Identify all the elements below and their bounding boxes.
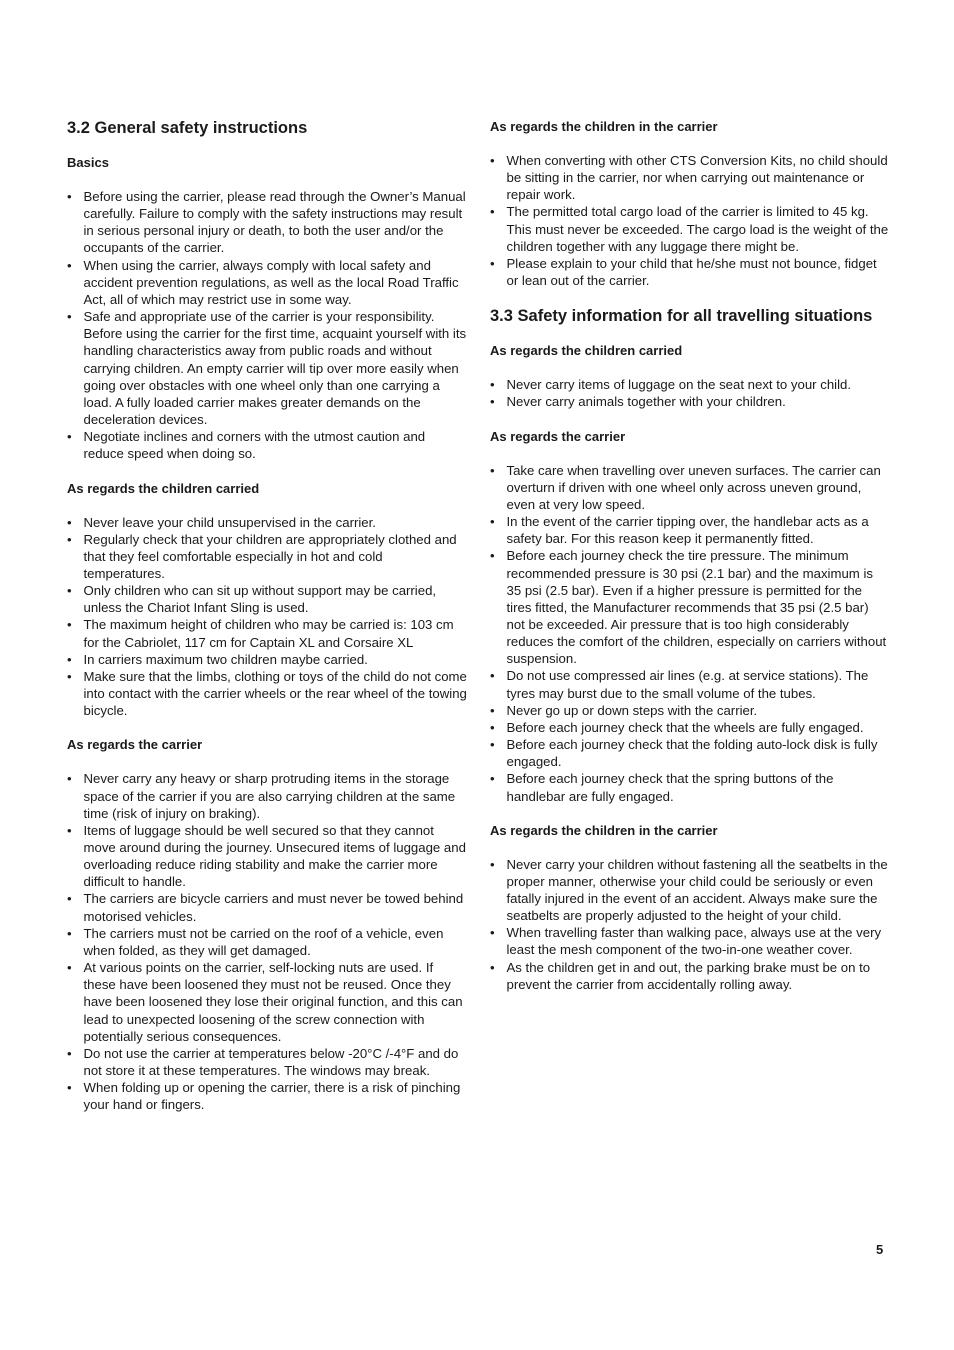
list-item: • Never carry any heavy or sharp protruding items in the storage space of the carrier if you are also carrying children at the same time (risk of injury on braking). bbox=[67, 770, 467, 821]
children-in-carrier-list bbox=[490, 152, 890, 289]
list-item: • The permitted total cargo load of the carrier is limited to 45 kg. This must never be exceeded. The cargo load is the weight of the children together with any luggage there might be. bbox=[490, 203, 890, 254]
list-item: • Only children who can sit up without support may be carried, unless the Chariot Infant Sling is used. bbox=[67, 582, 467, 616]
list-item: • Take care when travelling over uneven surfaces. The carrier can overturn if driven with one wheel only across uneven ground, even at very low speed. bbox=[490, 462, 890, 513]
list-item: • Never go up or down steps with the carrier. bbox=[490, 702, 890, 719]
children-carried-list bbox=[67, 514, 467, 720]
list-item: • As the children get in and out, the parking brake must be on to prevent the carrier from accidentally rolling away. bbox=[490, 959, 890, 993]
list-item: • The carriers are bicycle carriers and must never be towed behind motorised vehicles. bbox=[67, 890, 467, 924]
basics-list bbox=[67, 188, 467, 463]
heading-children-carried: As regards the children carried bbox=[67, 480, 260, 496]
left-column bbox=[67, 118, 467, 1131]
list-item: • When using the carrier, always comply with local safety and accident prevention regulations, as well as the local Road Traffic Act, all of which may restrict use in some way. bbox=[67, 257, 467, 308]
list-item: • Never carry animals together with your children. bbox=[490, 393, 890, 410]
list-item: • Negotiate inclines and corners with the utmost caution and reduce speed when doing so. bbox=[67, 428, 467, 462]
list-item: • Please explain to your child that he/she must not bounce, fidget or lean out of the carrier. bbox=[490, 255, 890, 289]
list-item: • Never carry your children without fastening all the seatbelts in the proper manner, otherwise your child could be seriously or even fatally injured in the event of an accident. Always make sure the seatbelts are properly adjusted to the height of your child. bbox=[490, 856, 890, 925]
list-item: • At various points on the carrier, self-locking nuts are used. If these have been loosened they must not be reused. Once they have been loosened they lose their original function, and this can lead to unexpected loosening of the screw connection with potentially serious consequences. bbox=[67, 959, 467, 1045]
children-in-carrier-list bbox=[490, 856, 890, 993]
list-item: • In carriers maximum two children maybe carried. bbox=[67, 651, 467, 668]
list-item: • Never leave your child unsupervised in the carrier. bbox=[67, 514, 467, 531]
heading-children-in-carrier: As regards the children in the carrier bbox=[490, 822, 718, 838]
page-number: 5 bbox=[876, 1242, 884, 1257]
list-item: • Do not use the carrier at temperatures below -20°C /-4°F and do not store it at these temperatures. The windows may break. bbox=[67, 1045, 467, 1079]
section-title-3-3: 3.3 Safety information for all travelling situations bbox=[490, 307, 873, 326]
list-item: • When folding up or opening the carrier, there is a risk of pinching your hand or fingers. bbox=[67, 1079, 467, 1113]
list-item: • The carriers must not be carried on the roof of a vehicle, even when folded, as they will get damaged. bbox=[67, 925, 467, 959]
list-item: • Do not use compressed air lines (e.g. at service stations). The tyres may burst due to the small volume of the tubes. bbox=[490, 667, 890, 701]
list-item: • Safe and appropriate use of the carrier is your responsibility. Before using the carrier for the first time, acquaint yourself with its handling characteristics away from public roads and without carrying children. An empty carrier will tip over more easily when going over obstacles with one wheel only than one carrying a load. A fully loaded carrier makes greater demands on the deceleration devices. bbox=[67, 308, 467, 428]
list-item: • When converting with other CTS Conversion Kits, no child should be sitting in the carrier, nor when carrying out maintenance or repair work. bbox=[490, 152, 890, 203]
list-item: • Make sure that the limbs, clothing or toys of the child do not come into contact with the carrier wheels or the rear wheel of the towing bicycle. bbox=[67, 668, 467, 719]
list-item: • Items of luggage should be well secured so that they cannot move around during the journey. Unsecured items of luggage and overloading reduce riding stability and make the carrier more difficult to handle. bbox=[67, 822, 467, 891]
section-title-3-2: 3.2 General safety instructions bbox=[67, 119, 308, 137]
children-carried-list bbox=[490, 376, 890, 410]
right-column bbox=[490, 118, 890, 1010]
heading-children-carried: As regards the children carried bbox=[490, 343, 683, 359]
list-item: • Regularly check that your children are appropriately clothed and that they feel comfortable especially in hot and cold temperatures. bbox=[67, 531, 467, 582]
heading-carrier: As regards the carrier bbox=[490, 428, 626, 444]
carrier-list bbox=[67, 770, 467, 1113]
list-item: • When travelling faster than walking pace, always use at the very least the mesh component of the two-in-one weather cover. bbox=[490, 924, 890, 958]
list-item: • Before each journey check that the folding auto-lock disk is fully engaged. bbox=[490, 736, 890, 770]
list-item: • Before each journey check that the wheels are fully engaged. bbox=[490, 719, 890, 736]
list-item: • The maximum height of children who may be carried is: 103 cm for the Cabriolet, 117 cm for Captain XL and Corsaire XL bbox=[67, 616, 467, 650]
list-item: • Before each journey check the tire pressure. The minimum recommended pressure is 30 psi (2.1 bar) and the maximum is 35 psi (2.5 bar). Even if a higher pressure is permitted for the tires fitted, the Manufacturer recommends that 35 psi (2.5 bar) not be exceeded. Air pressure that is too high considerably reduces the comfort of the children, especially on carriers without suspension. bbox=[490, 547, 890, 667]
heading-basics: Basics bbox=[67, 155, 109, 170]
list-item: • Before each journey check that the spring buttons of the handlebar are fully engaged. bbox=[490, 770, 890, 804]
list-item: • Never carry items of luggage on the seat next to your child. bbox=[490, 376, 890, 393]
heading-carrier: As regards the carrier bbox=[67, 737, 203, 753]
heading-children-in-carrier: As regards the children in the carrier bbox=[490, 119, 718, 134]
carrier-list bbox=[490, 462, 890, 805]
list-item: • Before using the carrier, please read through the Owner’s Manual carefully. Failure to comply with the safety instructions may result in serious personal injury or death, to both the user and/or the occupants of the carrier. bbox=[67, 188, 467, 257]
list-item: • In the event of the carrier tipping over, the handlebar acts as a safety bar. For this reason keep it permanently fitted. bbox=[490, 513, 890, 547]
